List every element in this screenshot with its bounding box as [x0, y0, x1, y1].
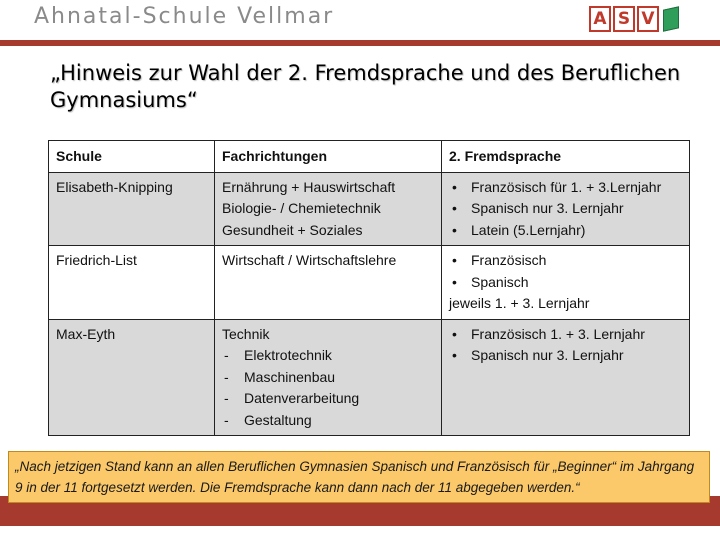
- school-name: Ahnatal-Schule Vellmar: [34, 4, 335, 29]
- column-header-language: 2. Fremdsprache: [442, 141, 690, 173]
- field-item: Ernährung + Hauswirtschaft: [222, 178, 396, 195]
- logo-letter-a: A: [589, 6, 611, 32]
- asv-logo: [589, 4, 689, 34]
- header-divider-bar: [0, 40, 720, 46]
- field-item: Gesundheit + Soziales: [222, 221, 363, 238]
- column-header-school: Schule: [49, 141, 215, 173]
- language-item: • Latein (5.Lernjahr): [449, 220, 682, 242]
- language-cell: [442, 246, 690, 320]
- language-item: • Spanisch nur 3. Lernjahr: [449, 345, 682, 367]
- school-language-table: [48, 140, 690, 436]
- field-subitem: - Datenverarbeitung: [222, 388, 434, 410]
- language-list: [449, 324, 682, 367]
- school-cell: Elisabeth-Knipping: [49, 172, 215, 246]
- logo-letter-s: S: [613, 6, 635, 32]
- language-cell: [442, 172, 690, 246]
- school-cell: Friedrich-List: [49, 246, 215, 320]
- language-list: [449, 250, 682, 293]
- field-subitem: - Maschinenbau: [222, 367, 434, 389]
- slide-title: „Hinweis zur Wahl der 2. Fremdsprache und des Beruflichen Gymnasiums“: [50, 61, 681, 112]
- language-list: [449, 177, 682, 242]
- note-box: „Nach jetzigen Stand kann an allen Beruflichen Gymnasien Spanisch und Französisch für „Beginner“ im Jahrgang 9 in der 11 fortgesetzt werden. Die Fremdsprache kann dann nach der 11 abgegeben werden.“: [8, 451, 710, 503]
- language-note: jeweils 1. + 3. Lernjahr: [449, 295, 590, 311]
- language-item: • Spanisch: [449, 272, 682, 294]
- language-item: • Französisch: [449, 250, 682, 272]
- fields-cell: [215, 172, 442, 246]
- table-header-row: [49, 141, 690, 173]
- field-subitem: - Elektrotechnik: [222, 345, 434, 367]
- field-sublist: [222, 345, 434, 431]
- logo-letter-v: V: [637, 6, 659, 32]
- language-item: • Französisch 1. + 3. Lernjahr: [449, 324, 682, 346]
- table-row: [49, 319, 690, 436]
- school-cell: Max-Eyth: [49, 319, 215, 436]
- language-cell: [442, 319, 690, 436]
- column-header-fields: Fachrichtungen: [215, 141, 442, 173]
- table-row: [49, 172, 690, 246]
- table-row: [49, 246, 690, 320]
- language-item: • Französisch für 1. + 3.Lernjahr: [449, 177, 682, 199]
- field-heading: Technik: [222, 325, 270, 342]
- field-subitem: - Gestaltung: [222, 410, 434, 432]
- field-item: Wirtschaft / Wirtschaftslehre: [222, 252, 397, 268]
- language-item: • Spanisch nur 3. Lernjahr: [449, 198, 682, 220]
- fields-cell: [215, 246, 442, 320]
- header: [0, 0, 720, 40]
- flag-icon: [663, 6, 679, 31]
- fields-cell: [215, 319, 442, 436]
- field-item: Biologie- / Chemietechnik: [222, 200, 381, 216]
